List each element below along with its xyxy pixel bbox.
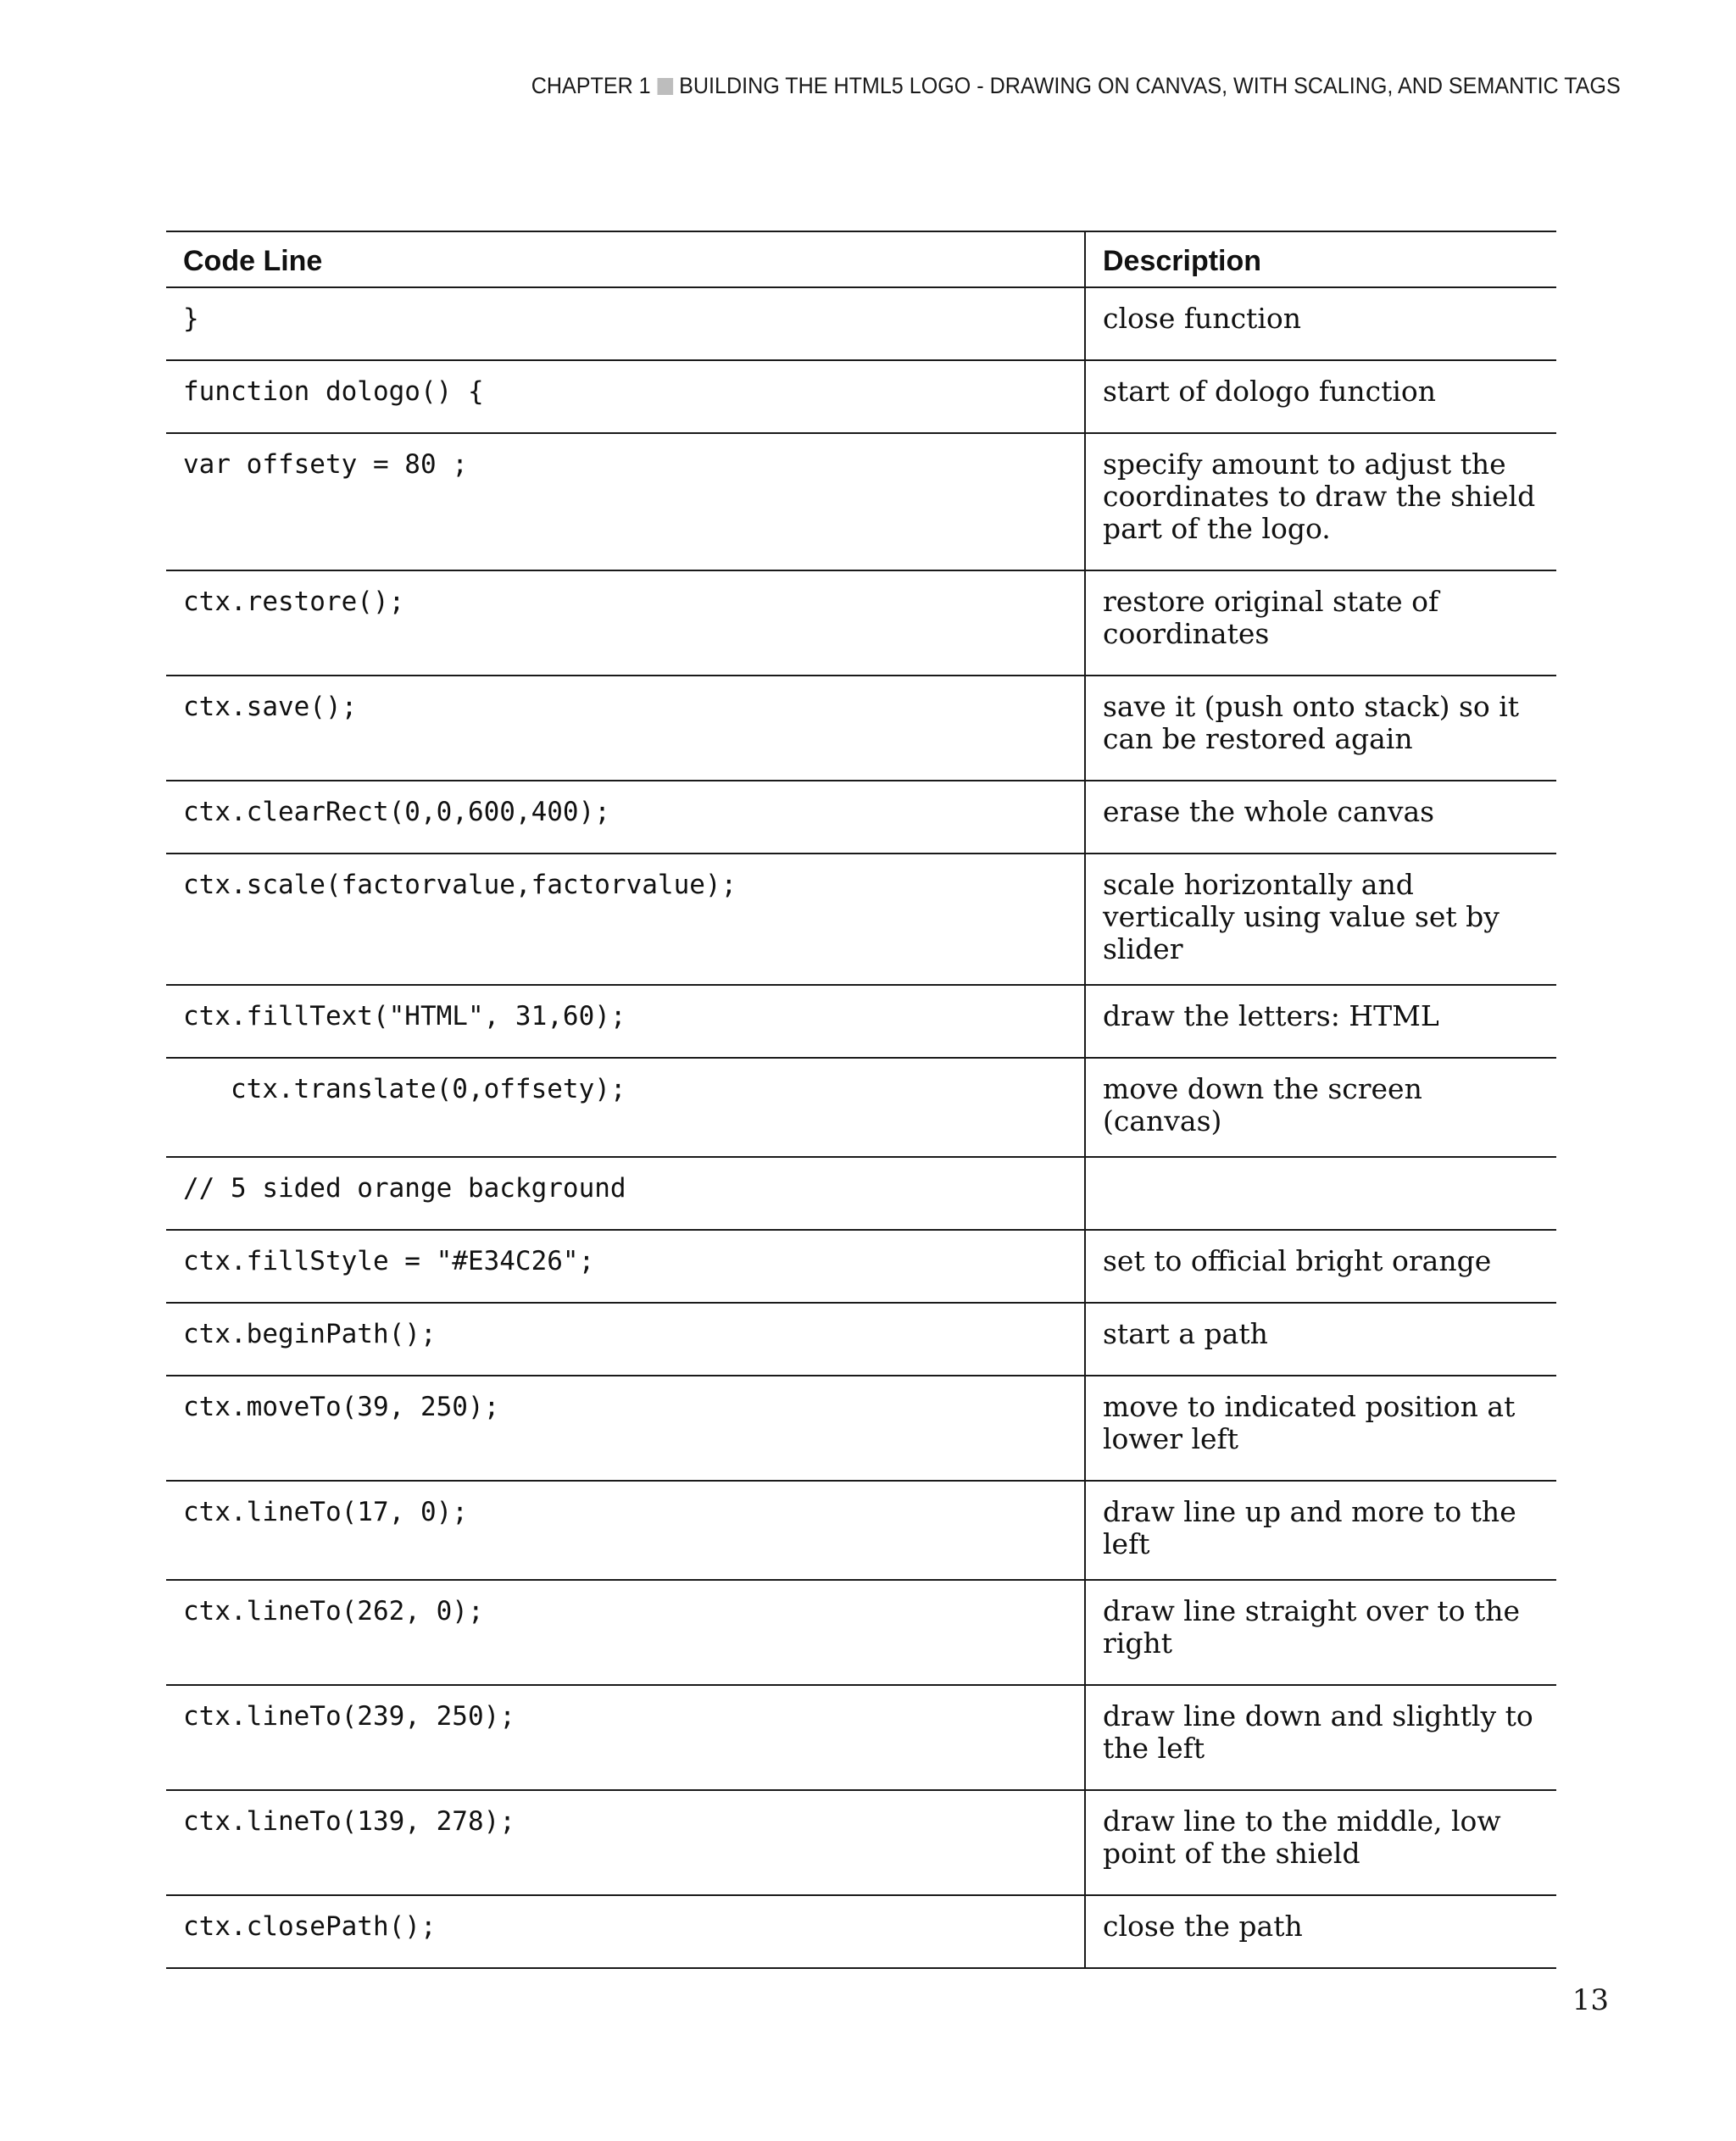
square-separator-icon (657, 78, 673, 95)
table-row (166, 1790, 1556, 1895)
code-cell: ctx.lineTo(139, 278); (166, 1790, 1085, 1895)
running-header (531, 73, 1621, 99)
table-row (166, 360, 1556, 433)
table-row (166, 854, 1556, 985)
code-cell: } (166, 287, 1085, 360)
description-cell: draw line straight over to the right (1085, 1580, 1556, 1685)
page-number: 13 (1572, 1983, 1609, 2017)
description-cell: set to official bright orange (1085, 1230, 1556, 1303)
table-row (166, 985, 1556, 1058)
code-cell: ctx.fillStyle = "#E34C26"; (166, 1230, 1085, 1303)
table-row (166, 570, 1556, 676)
description-cell: save it (push onto stack) so it can be restored again (1085, 676, 1556, 781)
code-cell: ctx.save(); (166, 676, 1085, 781)
description-cell: draw the letters: HTML (1085, 985, 1556, 1058)
code-cell: ctx.closePath(); (166, 1895, 1085, 1968)
table-row (166, 1580, 1556, 1685)
table-row (166, 1685, 1556, 1790)
code-cell: ctx.restore(); (166, 570, 1085, 676)
code-cell: // 5 sided orange background (166, 1157, 1085, 1230)
code-cell: var offsety = 80 ; (166, 433, 1085, 570)
table-row (166, 1376, 1556, 1481)
code-cell: ctx.fillText("HTML", 31,60); (166, 985, 1085, 1058)
column-header-code-line: Code Line (166, 231, 1085, 287)
table-row (166, 287, 1556, 360)
code-cell: ctx.scale(factorvalue,factorvalue); (166, 854, 1085, 985)
code-description-table (166, 231, 1556, 1969)
description-cell: close the path (1085, 1895, 1556, 1968)
table-row (166, 1157, 1556, 1230)
code-cell: ctx.moveTo(39, 250); (166, 1376, 1085, 1481)
chapter-title: BUILDING THE HTML5 LOGO - DRAWING ON CANVAS, WITH SCALING, AND SEMANTIC TAGS (679, 73, 1621, 98)
code-cell: ctx.clearRect(0,0,600,400); (166, 781, 1085, 854)
table-row (166, 1058, 1556, 1157)
code-cell: ctx.beginPath(); (166, 1303, 1085, 1376)
table-row (166, 1895, 1556, 1968)
description-cell: draw line down and slightly to the left (1085, 1685, 1556, 1790)
code-cell: ctx.lineTo(239, 250); (166, 1685, 1085, 1790)
description-cell: draw line to the middle, low point of the shield (1085, 1790, 1556, 1895)
table-row (166, 1230, 1556, 1303)
description-cell: move to indicated position at lower left (1085, 1376, 1556, 1481)
description-cell: start a path (1085, 1303, 1556, 1376)
code-cell: ctx.lineTo(262, 0); (166, 1580, 1085, 1685)
code-cell: ctx.translate(0,offsety); (166, 1058, 1085, 1157)
table-row (166, 781, 1556, 854)
code-cell: ctx.lineTo(17, 0); (166, 1481, 1085, 1580)
description-cell: scale horizontally and vertically using value set by slider (1085, 854, 1556, 985)
description-cell (1085, 1157, 1556, 1230)
table-row (166, 1481, 1556, 1580)
table-row (166, 676, 1556, 781)
column-header-description: Description (1085, 231, 1556, 287)
description-cell: start of dologo function (1085, 360, 1556, 433)
code-cell: function dologo() { (166, 360, 1085, 433)
description-cell: erase the whole canvas (1085, 781, 1556, 854)
description-cell: draw line up and more to the left (1085, 1481, 1556, 1580)
description-cell: restore original state of coordinates (1085, 570, 1556, 676)
description-cell: specify amount to adjust the coordinates to draw the shield part of the logo. (1085, 433, 1556, 570)
description-cell: move down the screen (canvas) (1085, 1058, 1556, 1157)
chapter-label: CHAPTER 1 (531, 73, 651, 98)
table-row (166, 1303, 1556, 1376)
description-cell: close function (1085, 287, 1556, 360)
table-row (166, 433, 1556, 570)
table-header-row (166, 231, 1556, 287)
